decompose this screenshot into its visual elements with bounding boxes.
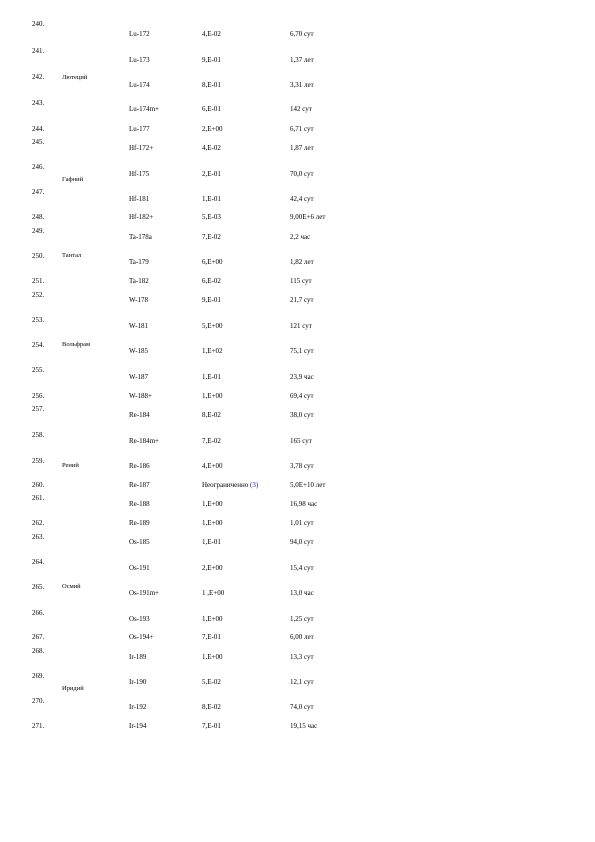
row-number: 267. xyxy=(32,633,45,641)
isotope-cell: Ir-192 xyxy=(129,703,147,711)
isotope-cell: Re-184 xyxy=(129,411,150,419)
row-number: 254. xyxy=(32,341,45,349)
isotope-cell: Os-191 xyxy=(129,564,150,572)
half-life-cell: 2,2 час xyxy=(290,233,311,241)
activity-cell: 6,E-02 xyxy=(202,277,221,285)
element-name: Осмий xyxy=(62,583,81,590)
activity-cell: 1,E+00 xyxy=(202,392,223,400)
isotope-cell: Ta-182 xyxy=(129,277,149,285)
isotope-cell: Re-184m+ xyxy=(129,437,159,445)
activity-cell: 1,E+00 xyxy=(202,615,223,623)
half-life-cell: 21,7 сут xyxy=(290,296,314,304)
row-number: 264. xyxy=(32,558,45,566)
row-number: 260. xyxy=(32,481,45,489)
half-life-cell: 6,71 сут xyxy=(290,125,314,133)
element-name: Гафний xyxy=(62,176,84,183)
half-life-cell: 3,31 лет xyxy=(290,81,314,89)
activity-cell: 2,E+00 xyxy=(202,564,223,572)
half-life-cell: 19,15 час xyxy=(290,722,318,730)
footnote-reference: (3) xyxy=(250,481,259,489)
activity-cell: 9,E-01 xyxy=(202,296,221,304)
activity-cell: 1 ,E+00 xyxy=(202,589,225,597)
half-life-cell: 13,3 сут xyxy=(290,653,314,661)
half-life-cell: 121 сут xyxy=(290,322,312,330)
element-name: Лютеций xyxy=(62,74,88,81)
isotope-cell: Ir-190 xyxy=(129,678,147,686)
isotope-cell: Hf-181 xyxy=(129,195,150,203)
activity-cell: 7,E-02 xyxy=(202,437,221,445)
row-number: 263. xyxy=(32,533,45,541)
row-number: 262. xyxy=(32,519,45,527)
row-number: 249. xyxy=(32,227,45,235)
isotope-cell: W-181 xyxy=(129,322,149,330)
row-number: 244. xyxy=(32,125,45,133)
half-life-cell: 1,25 сут xyxy=(290,615,314,623)
row-number: 255. xyxy=(32,366,45,374)
isotope-cell: Os-185 xyxy=(129,538,150,546)
activity-cell: 1,E-01 xyxy=(202,195,221,203)
activity-cell: 5,E-02 xyxy=(202,678,221,686)
half-life-cell: 13,0 час xyxy=(290,589,314,597)
isotope-cell: Re-187 xyxy=(129,481,150,489)
row-number: 269. xyxy=(32,672,45,680)
half-life-cell: 6,70 сут xyxy=(290,30,314,38)
half-life-cell: 9,00E+6 лет xyxy=(290,213,326,221)
activity-cell: 4,E+00 xyxy=(202,462,223,470)
isotope-cell: Os-191m+ xyxy=(129,589,160,597)
isotope-cell: Re-186 xyxy=(129,462,150,470)
isotope-cell: Lu-172 xyxy=(129,30,150,38)
isotope-cell: Lu-173 xyxy=(129,56,150,64)
activity-cell: 6,E+00 xyxy=(202,258,223,266)
half-life-cell: 23,9 час xyxy=(290,373,314,381)
isotope-cell: W-185 xyxy=(129,347,149,355)
activity-cell: 8,E-02 xyxy=(202,703,221,711)
isotope-cell: Re-188 xyxy=(129,500,150,508)
row-number: 246. xyxy=(32,163,45,171)
half-life-cell: 142 сут xyxy=(290,105,312,113)
activity-cell: 5,E-03 xyxy=(202,213,221,221)
half-life-cell: 115 сут xyxy=(290,277,312,285)
isotope-cell: Ir-194 xyxy=(129,722,147,730)
activity-cell: 5,E+00 xyxy=(202,322,223,330)
activity-cell: 4,E-02 xyxy=(202,144,221,152)
half-life-cell: 165 сут xyxy=(290,437,312,445)
half-life-cell: 6,00 лет xyxy=(290,633,314,641)
isotope-cell: Hf-172+ xyxy=(129,144,154,152)
activity-cell: 2,E-01 xyxy=(202,170,221,178)
half-life-cell: 5,0E+10 лет xyxy=(290,481,326,489)
element-name: Тантал xyxy=(62,252,82,259)
row-number: 241. xyxy=(32,47,45,55)
half-life-cell: 42,4 сут xyxy=(290,195,314,203)
isotope-cell: Os-194+ xyxy=(129,633,154,641)
isotope-cell: W-187 xyxy=(129,373,149,381)
row-number: 270. xyxy=(32,697,45,705)
row-number: 259. xyxy=(32,457,45,465)
activity-cell: 1,E-01 xyxy=(202,538,221,546)
activity-cell: 1,E-01 xyxy=(202,373,221,381)
activity-cell: 7,E-01 xyxy=(202,633,221,641)
half-life-cell: 70,0 сут xyxy=(290,170,314,178)
isotope-cell: Lu-174 xyxy=(129,81,150,89)
half-life-cell: 3,78 сут xyxy=(290,462,314,470)
row-number: 245. xyxy=(32,138,45,146)
activity-cell: 4,E-02 xyxy=(202,30,221,38)
half-life-cell: 74,0 сут xyxy=(290,703,314,711)
isotope-cell: Os-193 xyxy=(129,615,150,623)
half-life-cell: 16,98 час xyxy=(290,500,318,508)
element-name: Вольфрам xyxy=(62,341,91,348)
element-name: Рений xyxy=(62,462,79,469)
row-number: 268. xyxy=(32,647,45,655)
activity-text: Неограниченно xyxy=(202,481,249,489)
row-number: 242. xyxy=(32,73,45,81)
isotope-cell: W-188+ xyxy=(129,392,152,400)
isotope-cell: Hf-182+ xyxy=(129,213,154,221)
row-number: 253. xyxy=(32,316,45,324)
half-life-cell: 1,82 лет xyxy=(290,258,314,266)
row-number: 271. xyxy=(32,722,45,730)
isotope-cell: Lu-174m+ xyxy=(129,105,159,113)
row-number: 251. xyxy=(32,277,45,285)
activity-cell: 7,E-01 xyxy=(202,722,221,730)
activity-cell: 8,E-02 xyxy=(202,411,221,419)
row-number: 266. xyxy=(32,609,45,617)
half-life-cell: 1,37 лет xyxy=(290,56,314,64)
row-number: 243. xyxy=(32,99,45,107)
row-number: 258. xyxy=(32,431,45,439)
row-number: 265. xyxy=(32,583,45,591)
row-number: 261. xyxy=(32,494,45,502)
activity-cell: 9,E-01 xyxy=(202,56,221,64)
half-life-cell: 94,0 сут xyxy=(290,538,314,546)
half-life-cell: 38,0 сут xyxy=(290,411,314,419)
row-number: 252. xyxy=(32,291,45,299)
activity-cell: 2,E+00 xyxy=(202,125,223,133)
activity-cell: 6,E-01 xyxy=(202,105,221,113)
isotope-cell: W-178 xyxy=(129,296,149,304)
isotope-cell: Ta-178a xyxy=(129,233,152,241)
half-life-cell: 75,1 сут xyxy=(290,347,314,355)
isotope-cell: Ir-189 xyxy=(129,653,147,661)
activity-cell: 1,E+00 xyxy=(202,500,223,508)
isotope-cell: Hf-175 xyxy=(129,170,150,178)
row-number: 250. xyxy=(32,252,45,260)
row-number: 240. xyxy=(32,20,45,28)
activity-cell: 1,E+02 xyxy=(202,347,223,355)
half-life-cell: 69,4 сут xyxy=(290,392,314,400)
activity-cell: 1,E+00 xyxy=(202,519,223,527)
activity-cell: 8,E-01 xyxy=(202,81,221,89)
activity-cell: 1,E+00 xyxy=(202,653,223,661)
half-life-cell: 12,1 сут xyxy=(290,678,314,686)
row-number: 247. xyxy=(32,188,45,196)
activity-cell xyxy=(202,481,258,489)
half-life-cell: 1,01 сут xyxy=(290,519,314,527)
isotope-cell: Lu-177 xyxy=(129,125,150,133)
activity-cell: 7,E-02 xyxy=(202,233,221,241)
isotope-cell: Re-189 xyxy=(129,519,150,527)
isotope-cell: Ta-179 xyxy=(129,258,149,266)
element-name: Иридий xyxy=(62,685,84,692)
row-number: 248. xyxy=(32,213,45,221)
half-life-cell: 15,4 сут xyxy=(290,564,314,572)
row-number: 257. xyxy=(32,405,45,413)
half-life-cell: 1,87 лет xyxy=(290,144,314,152)
row-number: 256. xyxy=(32,392,45,400)
